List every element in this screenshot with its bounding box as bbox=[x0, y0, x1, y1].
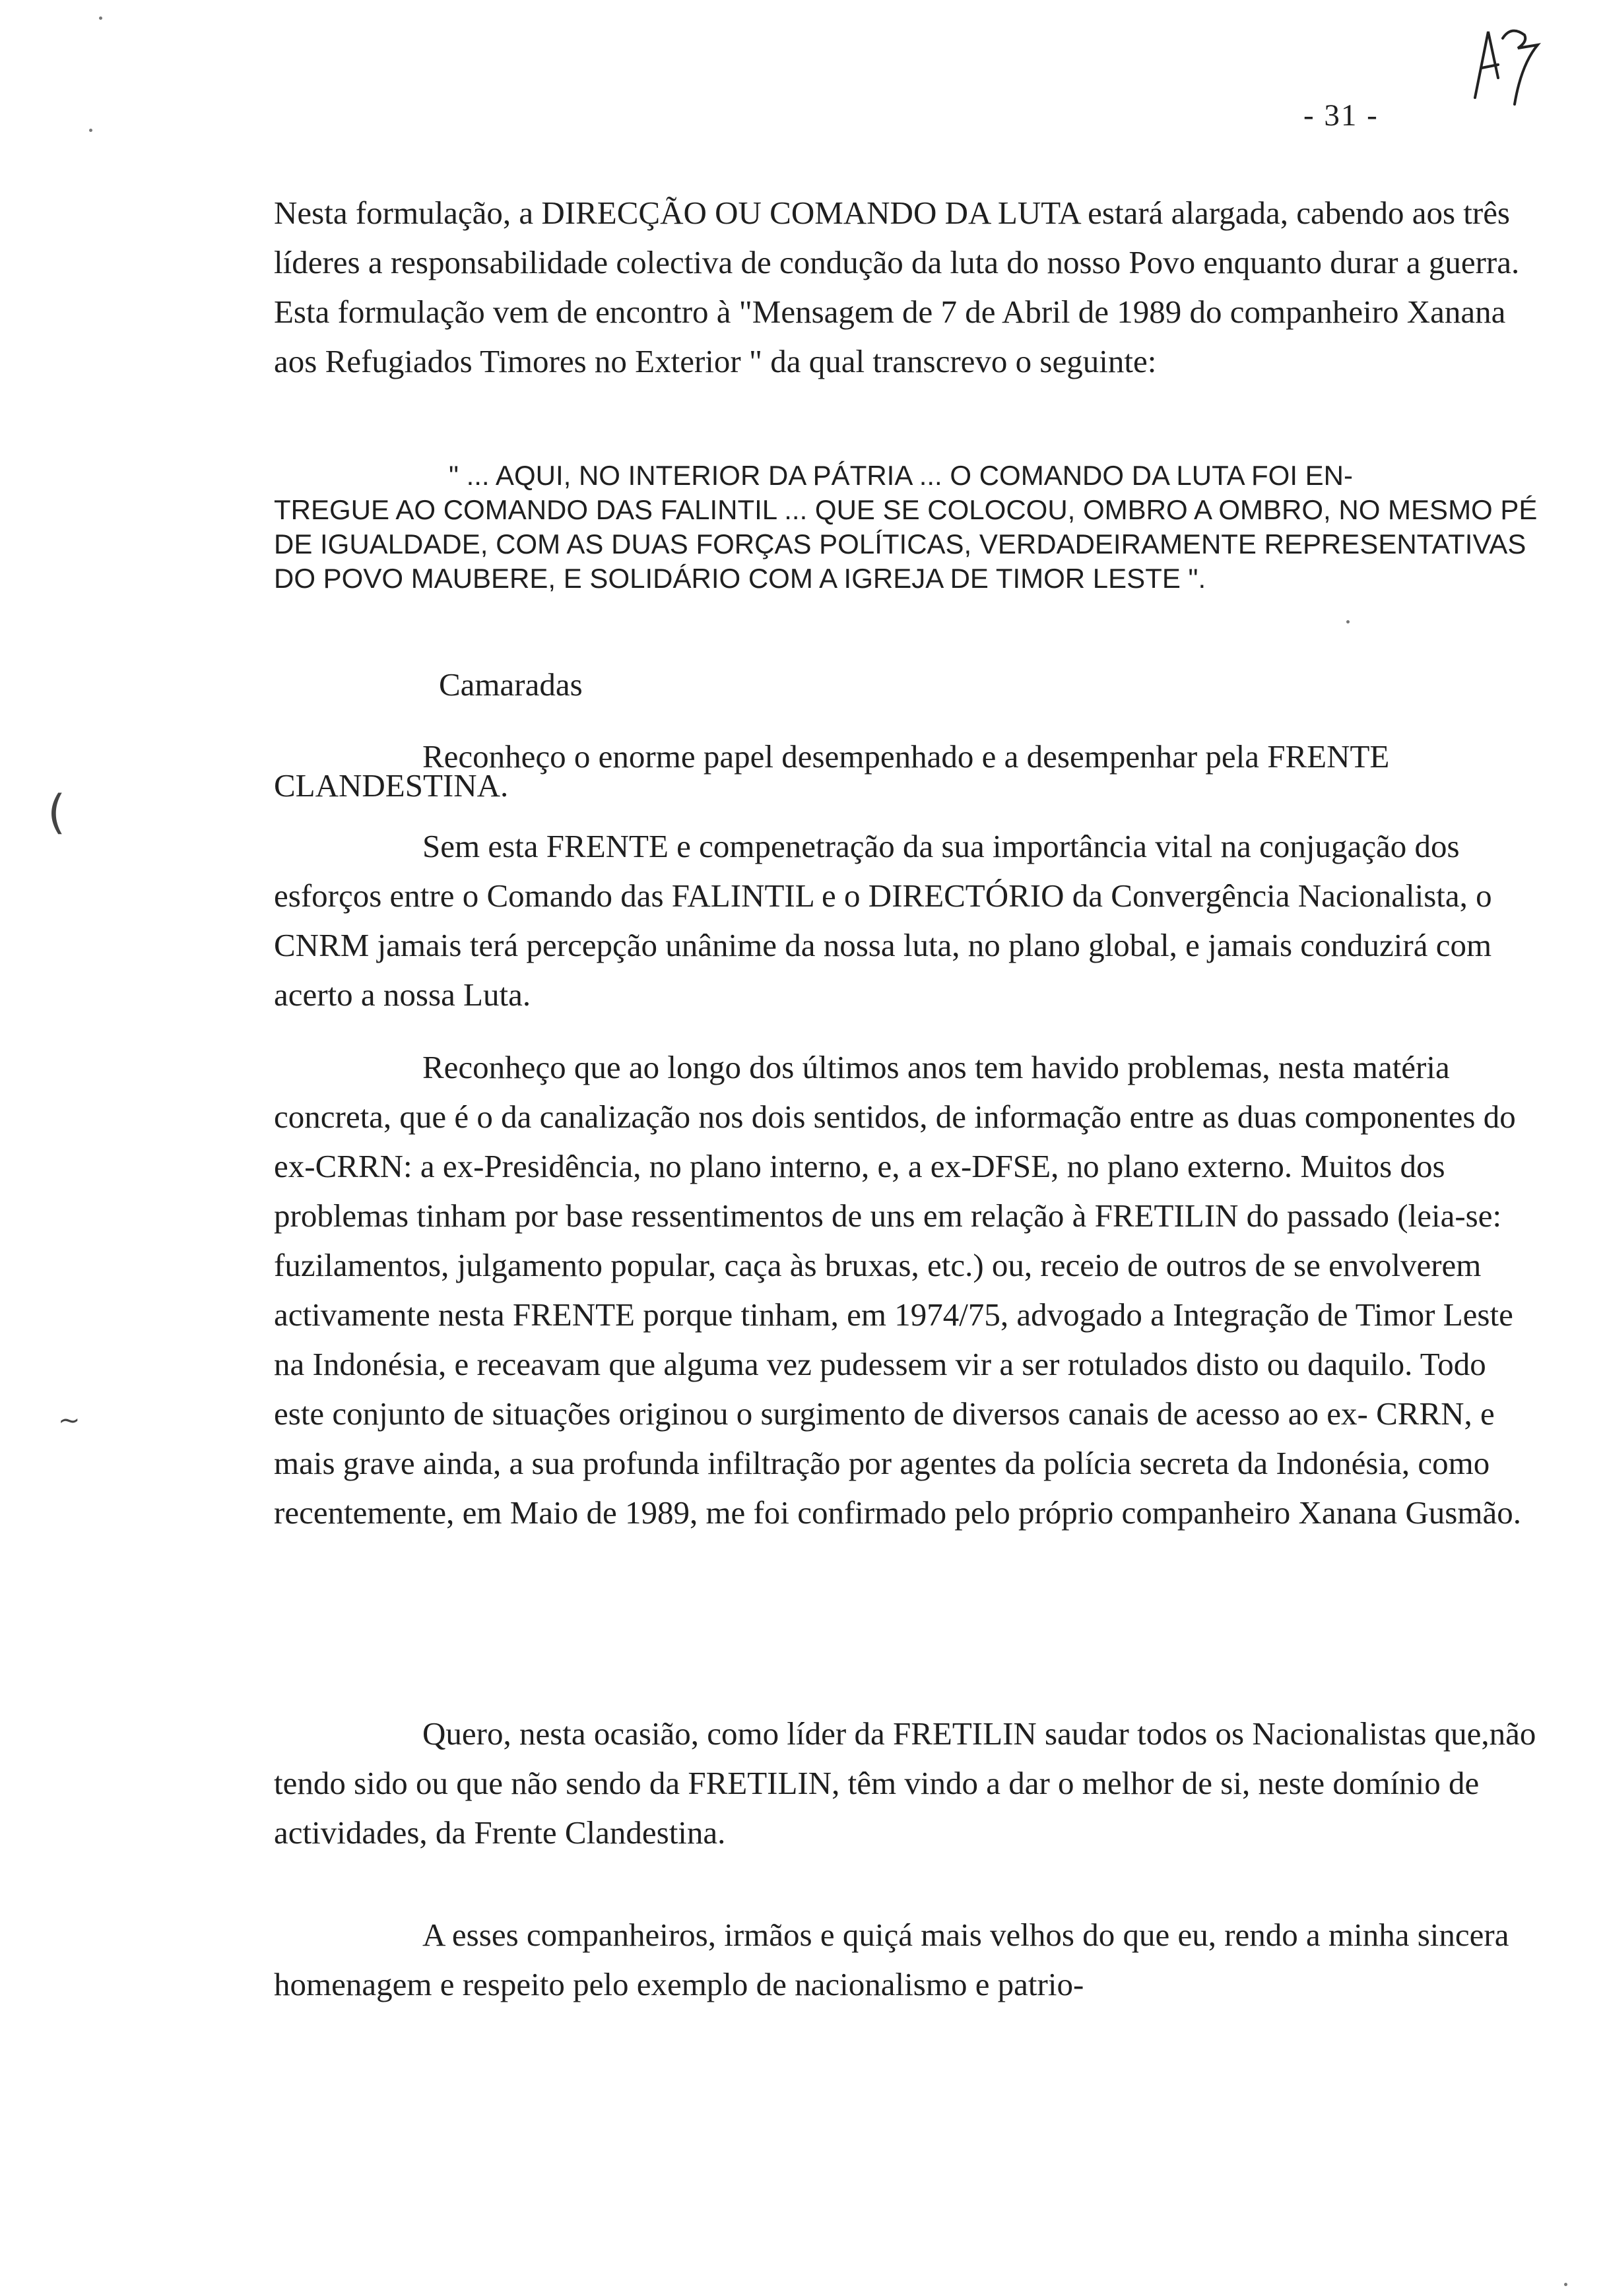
salutation: Camaradas bbox=[439, 666, 583, 703]
handwritten-initials bbox=[1462, 12, 1548, 111]
quote-line-1: " ... AQUI, NO INTERIOR DA PÁTRIA ... O COMANDO DA LUTA FOI EN- bbox=[449, 460, 1354, 491]
intro-paragraph bbox=[274, 188, 1541, 386]
paragraph-1: Reconheço o enorme papel desempenhado e a desempenhar pela FRENTE CLANDESTINA. bbox=[274, 738, 1390, 804]
paragraph-problemas bbox=[274, 1042, 1541, 1537]
margin-paren-mark: ( bbox=[48, 785, 66, 839]
paragraph-conjugacao bbox=[274, 821, 1541, 1019]
paragraph-2: Sem esta FRENTE e compenetração da sua importância vital na conjugação dos esforços entre o Comando das FALINTIL e o DIRECTÓRIO da Convergência Nacionalista, o CNRM jamais terá percepção unânime da nossa luta, no plano global, e jamais conduzirá com acerto a nossa Luta. bbox=[274, 828, 1492, 1013]
intro-text: Nesta formulação, a DIRECÇÃO OU COMANDO DA LUTA estará alargada, cabendo aos três líderes a responsabilidade colectiva de condução da luta do nosso Povo enquanto durar a guerra. Esta formulação vem de encontro à "Mensagem de 7 de Abril de 1989 do companheiro Xanana aos Refugiados Timores no Exterior " da qual transcrevo o seguinte: bbox=[274, 195, 1520, 379]
paragraph-3: Reconheço que ao longo dos últimos anos tem havido problemas, nesta matéria concreta, que é o da canalização nos dois sentidos, de informação entre as duas componentes do ex-CRRN: a ex-Presidência, no plano interno, e, a ex-DFSE, no plano externo. Muitos dos problemas tinham por base ressentimentos de uns em relação à FRETILIN do passado (leia-se: fuzilamentos, julgamento popular, caça às bruxas, etc.) ou, receio de outros de se envolverem activamente nesta FRENTE porque tinham, em 1974/75, advogado a Integração de Timor Leste na Indonésia, e receavam que alguma vez pudessem vir a ser rotulados disto ou daquilo. Todo este conjunto de situações originou o surgimento de diversos canais de acesso ao ex- CRRN, e mais grave ainda, a sua profunda infiltração por agentes da polícia secreta da Indonésia, como recentemente, em Maio de 1989, me foi confirmado pelo próprio companheiro Xanana Gusmão. bbox=[274, 1049, 1521, 1531]
scan-speck bbox=[1564, 2283, 1567, 2286]
scan-speck bbox=[89, 129, 92, 132]
paragraph-saudacao bbox=[274, 1709, 1541, 1857]
quote-continuation: TREGUE AO COMANDO DAS FALINTIL ... QUE SE COLOCOU, OMBRO A OMBRO, NO MESMO PÉ DE IGUALDADE, COM AS DUAS FORÇAS POLÍTICAS, VERDADEIRAMENTE REPRESENTATIVAS DO POVO MAUBERE, E SOLIDÁRIO COM A IGREJA DE TIMOR LESTE ". bbox=[274, 494, 1538, 594]
paragraph-5: A esses companheiros, irmãos e quiçá mais velhos do que eu, rendo a minha sincera homenagem e respeito pelo exemplo de nacionalismo e patrio- bbox=[274, 1917, 1509, 2002]
paragraph-homenagem bbox=[274, 1910, 1541, 2009]
page-number: - 31 - bbox=[1303, 98, 1379, 133]
quoted-message bbox=[274, 459, 1551, 596]
scan-speck bbox=[1346, 620, 1350, 623]
margin-tick-mark: ~ bbox=[58, 1405, 81, 1436]
paragraph-frente bbox=[274, 738, 1541, 804]
scan-speck bbox=[99, 16, 102, 20]
paragraph-4: Quero, nesta ocasião, como líder da FRETILIN saudar todos os Nacionalistas que,não tendo sido ou que não sendo da FRETILIN, têm vindo a dar o melhor de si, neste domínio de actividades, da Frente Clandestina. bbox=[274, 1715, 1536, 1851]
